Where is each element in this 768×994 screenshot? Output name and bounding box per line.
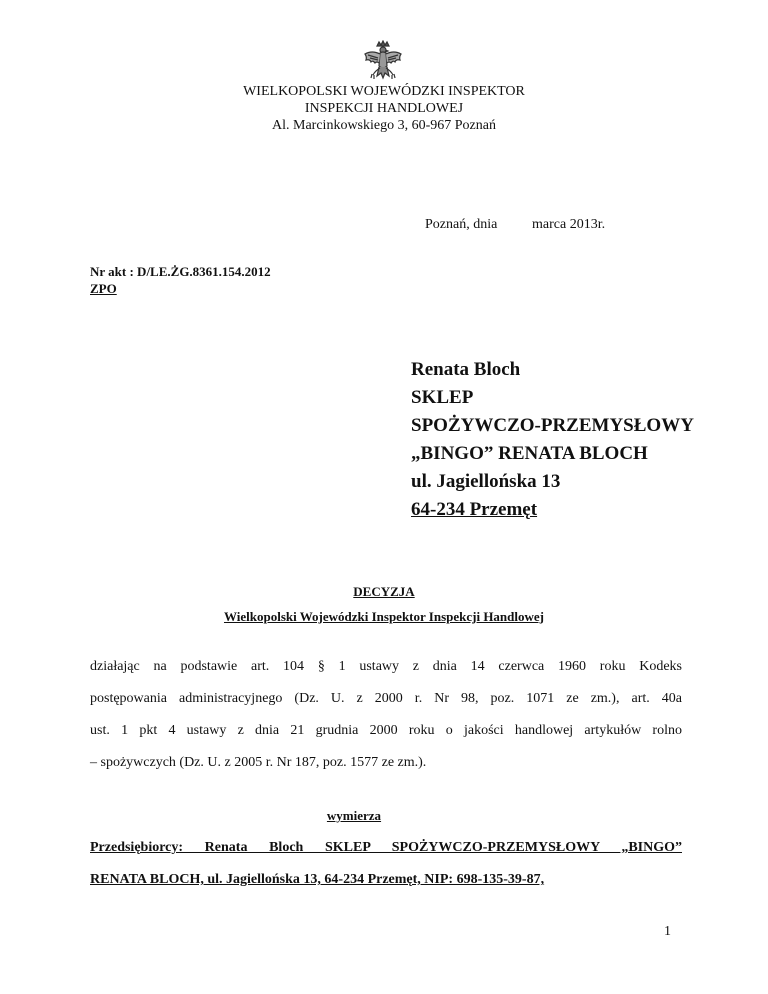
legal-basis-paragraph	[90, 651, 682, 779]
polish-eagle-crest-icon	[362, 40, 404, 88]
office-name-line-1: WIELKOPOLSKI WOJEWÓDZKI INSPEKTOR	[243, 84, 525, 99]
decision-verb: wymierza	[326, 808, 382, 823]
date-place: Poznań, dnia	[425, 217, 498, 232]
office-address: Al. Marcinkowskiego 3, 60-967 Poznań	[272, 118, 496, 133]
case-number: Nr akt : D/LE.ŻG.8361.154.2012	[90, 264, 271, 279]
recipient-postal-city: 64-234 Przemęt	[411, 499, 538, 520]
paragraph-line: postępowania administracyjnego (Dz. U. z 2000 r. Nr 98, poz. 1071 ze zm.), art. 40a	[90, 691, 682, 706]
recipient-address	[411, 356, 694, 524]
recipient-line: „BINGO” RENATA BLOCH	[411, 443, 648, 464]
recipient-line: SKLEP	[411, 387, 474, 408]
date-month-year: marca 2013r.	[532, 217, 606, 232]
paragraph-line: działając na podstawie art. 104 § 1 ustawy z dnia 14 czerwca 1960 roku Kodeks	[90, 659, 682, 674]
entrepreneur-block	[90, 832, 682, 896]
office-name-line-2: INSPEKCJI HANDLOWEJ	[304, 101, 464, 116]
recipient-street: ul. Jagiellońska 13	[411, 471, 561, 492]
entrepreneur-line: RENATA BLOCH, ul. Jagiellońska 13, 64-234 Przemęt, NIP: 698-135-39-87,	[90, 872, 545, 887]
recipient-line: SPOŻYWCZO-PRZEMYSŁOWY	[411, 415, 694, 436]
paragraph-line: – spożywczych (Dz. U. z 2005 r. Nr 187, poz. 1577 ze zm.).	[90, 755, 427, 770]
page-number: 1	[664, 924, 671, 939]
decision-authority: Wielkopolski Wojewódzki Inspektor Inspekcji Handlowej	[223, 609, 544, 624]
entrepreneur-line: Przedsiębiorcy: Renata Bloch SKLEP SPOŻYWCZO-PRZEMYSŁOWY „BINGO”	[90, 840, 682, 855]
decision-title: DECYZJA	[353, 584, 415, 599]
recipient-name: Renata Bloch	[411, 359, 521, 380]
paragraph-line: ust. 1 pkt 4 ustawy z dnia 21 grudnia 2000 roku o jakości handlowej artykułów rolno	[90, 723, 682, 738]
case-code: ZPO	[90, 281, 117, 296]
